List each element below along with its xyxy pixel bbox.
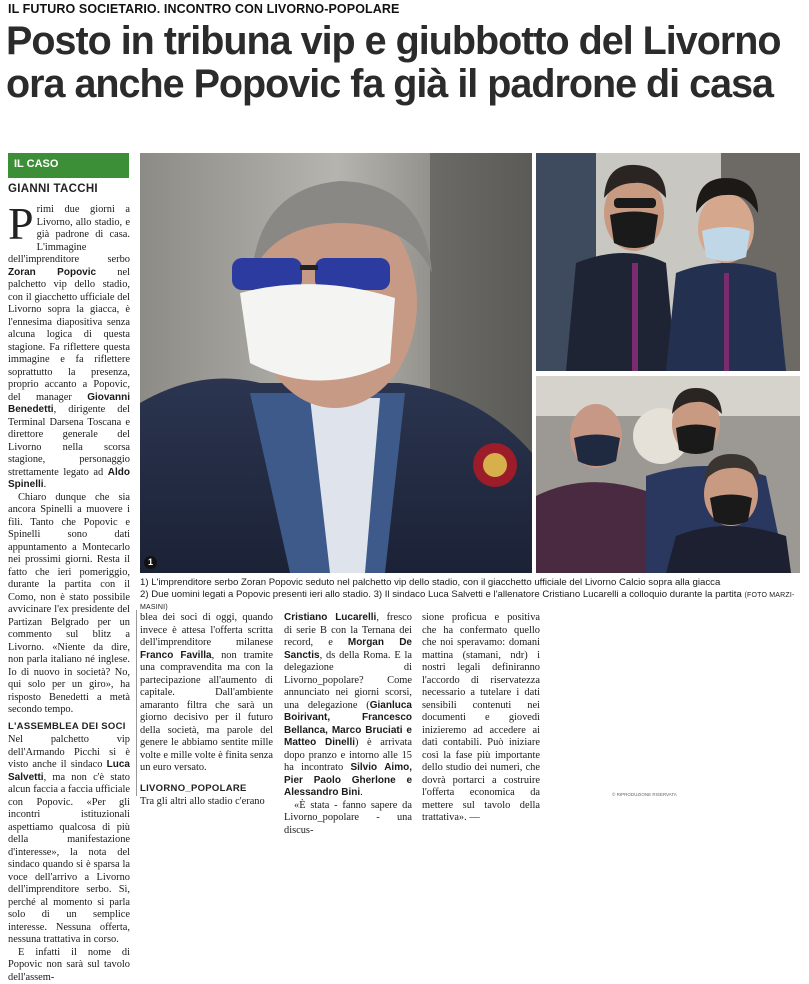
paragraph: E infatti il nome di Popovic non sarà sul tavolo dell'assem- — [8, 947, 130, 984]
headline-line-2: ora anche Popovic fa già il padrone di casa — [6, 63, 806, 106]
column-divider — [136, 610, 137, 796]
paragraph: sione proficua e positiva che ha confermato quello che noi speravamo: domani mattina (stamani, ndr) i nostri legali definiranno l'accordo di riservatezza necessario a tutelare i dati sensibili contenuti nei documenti e giovedì inizieremo ad accedere ai dati contabili. Può iniziare così la fase più importante dello studio dei numeri, che dovrà portarci a costruire l'offerta economica da mettere sul tavolo della trattativa». — — [422, 612, 540, 825]
name-salvetti: Luca Salvetti — [8, 759, 130, 783]
article-column-1: Primi due giorni a Livorno, allo stadio, e già padrone di casa. L'immagine dell'imprenditore serbo Zoran Popovic nel palchetto vip dello stadio, con il giacchetto ufficiale del Livorno sopra la giacca, è l'ennesima diapositiva senza alcuna logica di questa stagione. Fa riflettere questa immagine e fa riflettere soprattutto la presenza, proprio accanto a Popovic, del manager Giovanni Benedetti, dirigente del Terminal Darsena Toscana e direttore generale del Livorno nella scorsa stagione, personaggio strettamente legato ad Aldo Spinelli. Chiaro dunque che sia ancora Spinelli a muovere i fili. Tanto che Popovic e Spinelli sono dati appuntamento a Montecarlo nei prossimi giorni. Resta il fatto che ieri pomeriggio, durante la partita con il Como, non è stato possibile avvicinare l'ex presidente del Partizan Belgrado per un commento sul blitz a Livorno. «Niente da dire, non parla italiano né inglese. Io di nuovo in società? No, qui solo per un giro», ha risposto Benedetti a metà secondo tempo. L'ASSEMBLEA DEI SOCI Nel palchetto vip dell'Armando Picchi si è visto anche il sindaco Luca Salvetti, ma non c'è stato alcun faccia a faccia ufficiale con Popovic. «Per gli incontri istituzionali aspettiamo qualcosa di più della manifestazione d'interesse», la nota del sindaco quando si è sparsa la voce dell'arrivo a Livorno dell'imprenditore serbo. Sì, perché al momento si parla solo di un semplice interesse. Nessuna offerta, nessuna trattativa in corso. E infatti il nome di Popovic non sarà sul tavolo dell'assem- — [8, 204, 130, 984]
photo-two-men — [536, 153, 800, 371]
name-favilla: Franco Favilla — [140, 650, 212, 661]
name-spinelli: Aldo Spinelli — [8, 467, 130, 491]
subheading-livorno-popolare: LIVORNO_POPOLARE — [140, 783, 273, 796]
paragraph: Chiaro dunque che sia ancora Spinelli a muovere i fili. Tanto che Popovic e Spinelli sono dati appuntamento a Montecarlo nei prossimi giorni. Resta il fatto che ieri pomeriggio, durante la partita con il Como, non è stato possibile avvicinare l'ex presidente del Partizan Belgrado per un commento sul blitz a Livorno. «Niente da dire, non parla italiano né inglese. Io di nuovo in società? No, qui solo per un giro», ha risposto Benedetti a metà secondo tempo. — [8, 492, 130, 717]
paragraph: «È stata - fanno sapere da Livorno_popolare - una discus- — [284, 800, 412, 838]
paragraph: Tra gli altri allo stadio c'erano — [140, 796, 273, 809]
name-benedetti: Giovanni Benedetti — [8, 392, 130, 416]
caption-line-2: 2) Due uomini legati a Popovic presenti ieri allo stadio. 3) Il sindaco Luca Salvetti e l'allenatore Cristiano Lucarelli a colloquio durante la partita (FOTO MARZI-MASINI) — [140, 589, 804, 614]
subheading-assemblea: L'ASSEMBLEA DEI SOCI — [8, 721, 130, 734]
article-headline — [6, 20, 806, 106]
photo-mayor-coach — [536, 376, 800, 573]
article-column-3: Cristiano Lucarelli, fresco di serie B con la Ternana dei record, e Morgan De Sanctis, ds della Roma. E la delegazione di Livorno_popolare? Come annunciato nei giorni scorsi, una delegazione (Gianluca Boirivant, Francesco Bellanca, Marco Bruciati e Matteo Dinelli) è arrivata dopo pranzo e intorno alle 15 ha incontrato Silvio Aimo, Pier Paolo Gherlone e Alessandro Bini. «È stata - fanno sapere da Livorno_popolare - una discus- — [284, 612, 412, 837]
photo-number: 1 — [144, 556, 157, 569]
name-popovic: Zoran Popovic — [8, 267, 96, 278]
reproduction-notice: © RIPRODUZIONE RISERVATA — [612, 792, 677, 797]
photo-popovic — [140, 153, 532, 573]
drop-cap: P — [8, 206, 34, 242]
article-column-2: blea dei soci di oggi, quando invece è attesa l'offerta scritta dell'imprenditore milanese Franco Favilla, non tramite una compravendita ma con la partecipazione all'aumento di capitale. Dall'ambiente amaranto filtra che sarà un giorno decisivo per il futuro della società, ma parole del genere le abbiamo sentite mille volte e mille volte è finita senza un euro versato. LIVORNO_POPOLARE Tra gli altri allo stadio c'erano — [140, 612, 273, 809]
caption-line-1: 1) L'imprenditore serbo Zoran Popovic seduto nel palchetto vip dello stadio, con il giacchetto ufficiale del Livorno Calcio sopra alla giacca — [140, 577, 804, 589]
article-column-4 — [422, 612, 540, 825]
photo-caption — [140, 577, 804, 614]
article-kicker: IL FUTURO SOCIETARIO. INCONTRO CON LIVORNO-POPOLARE — [8, 2, 399, 16]
section-tag: IL CASO — [8, 153, 129, 178]
photo-credit: (FOTO MARZI-MASINI) — [140, 592, 795, 612]
headline-line-1: Posto in tribuna vip e giubbotto del Livorno — [6, 20, 806, 63]
author-byline: GIANNI TACCHI — [8, 183, 98, 195]
